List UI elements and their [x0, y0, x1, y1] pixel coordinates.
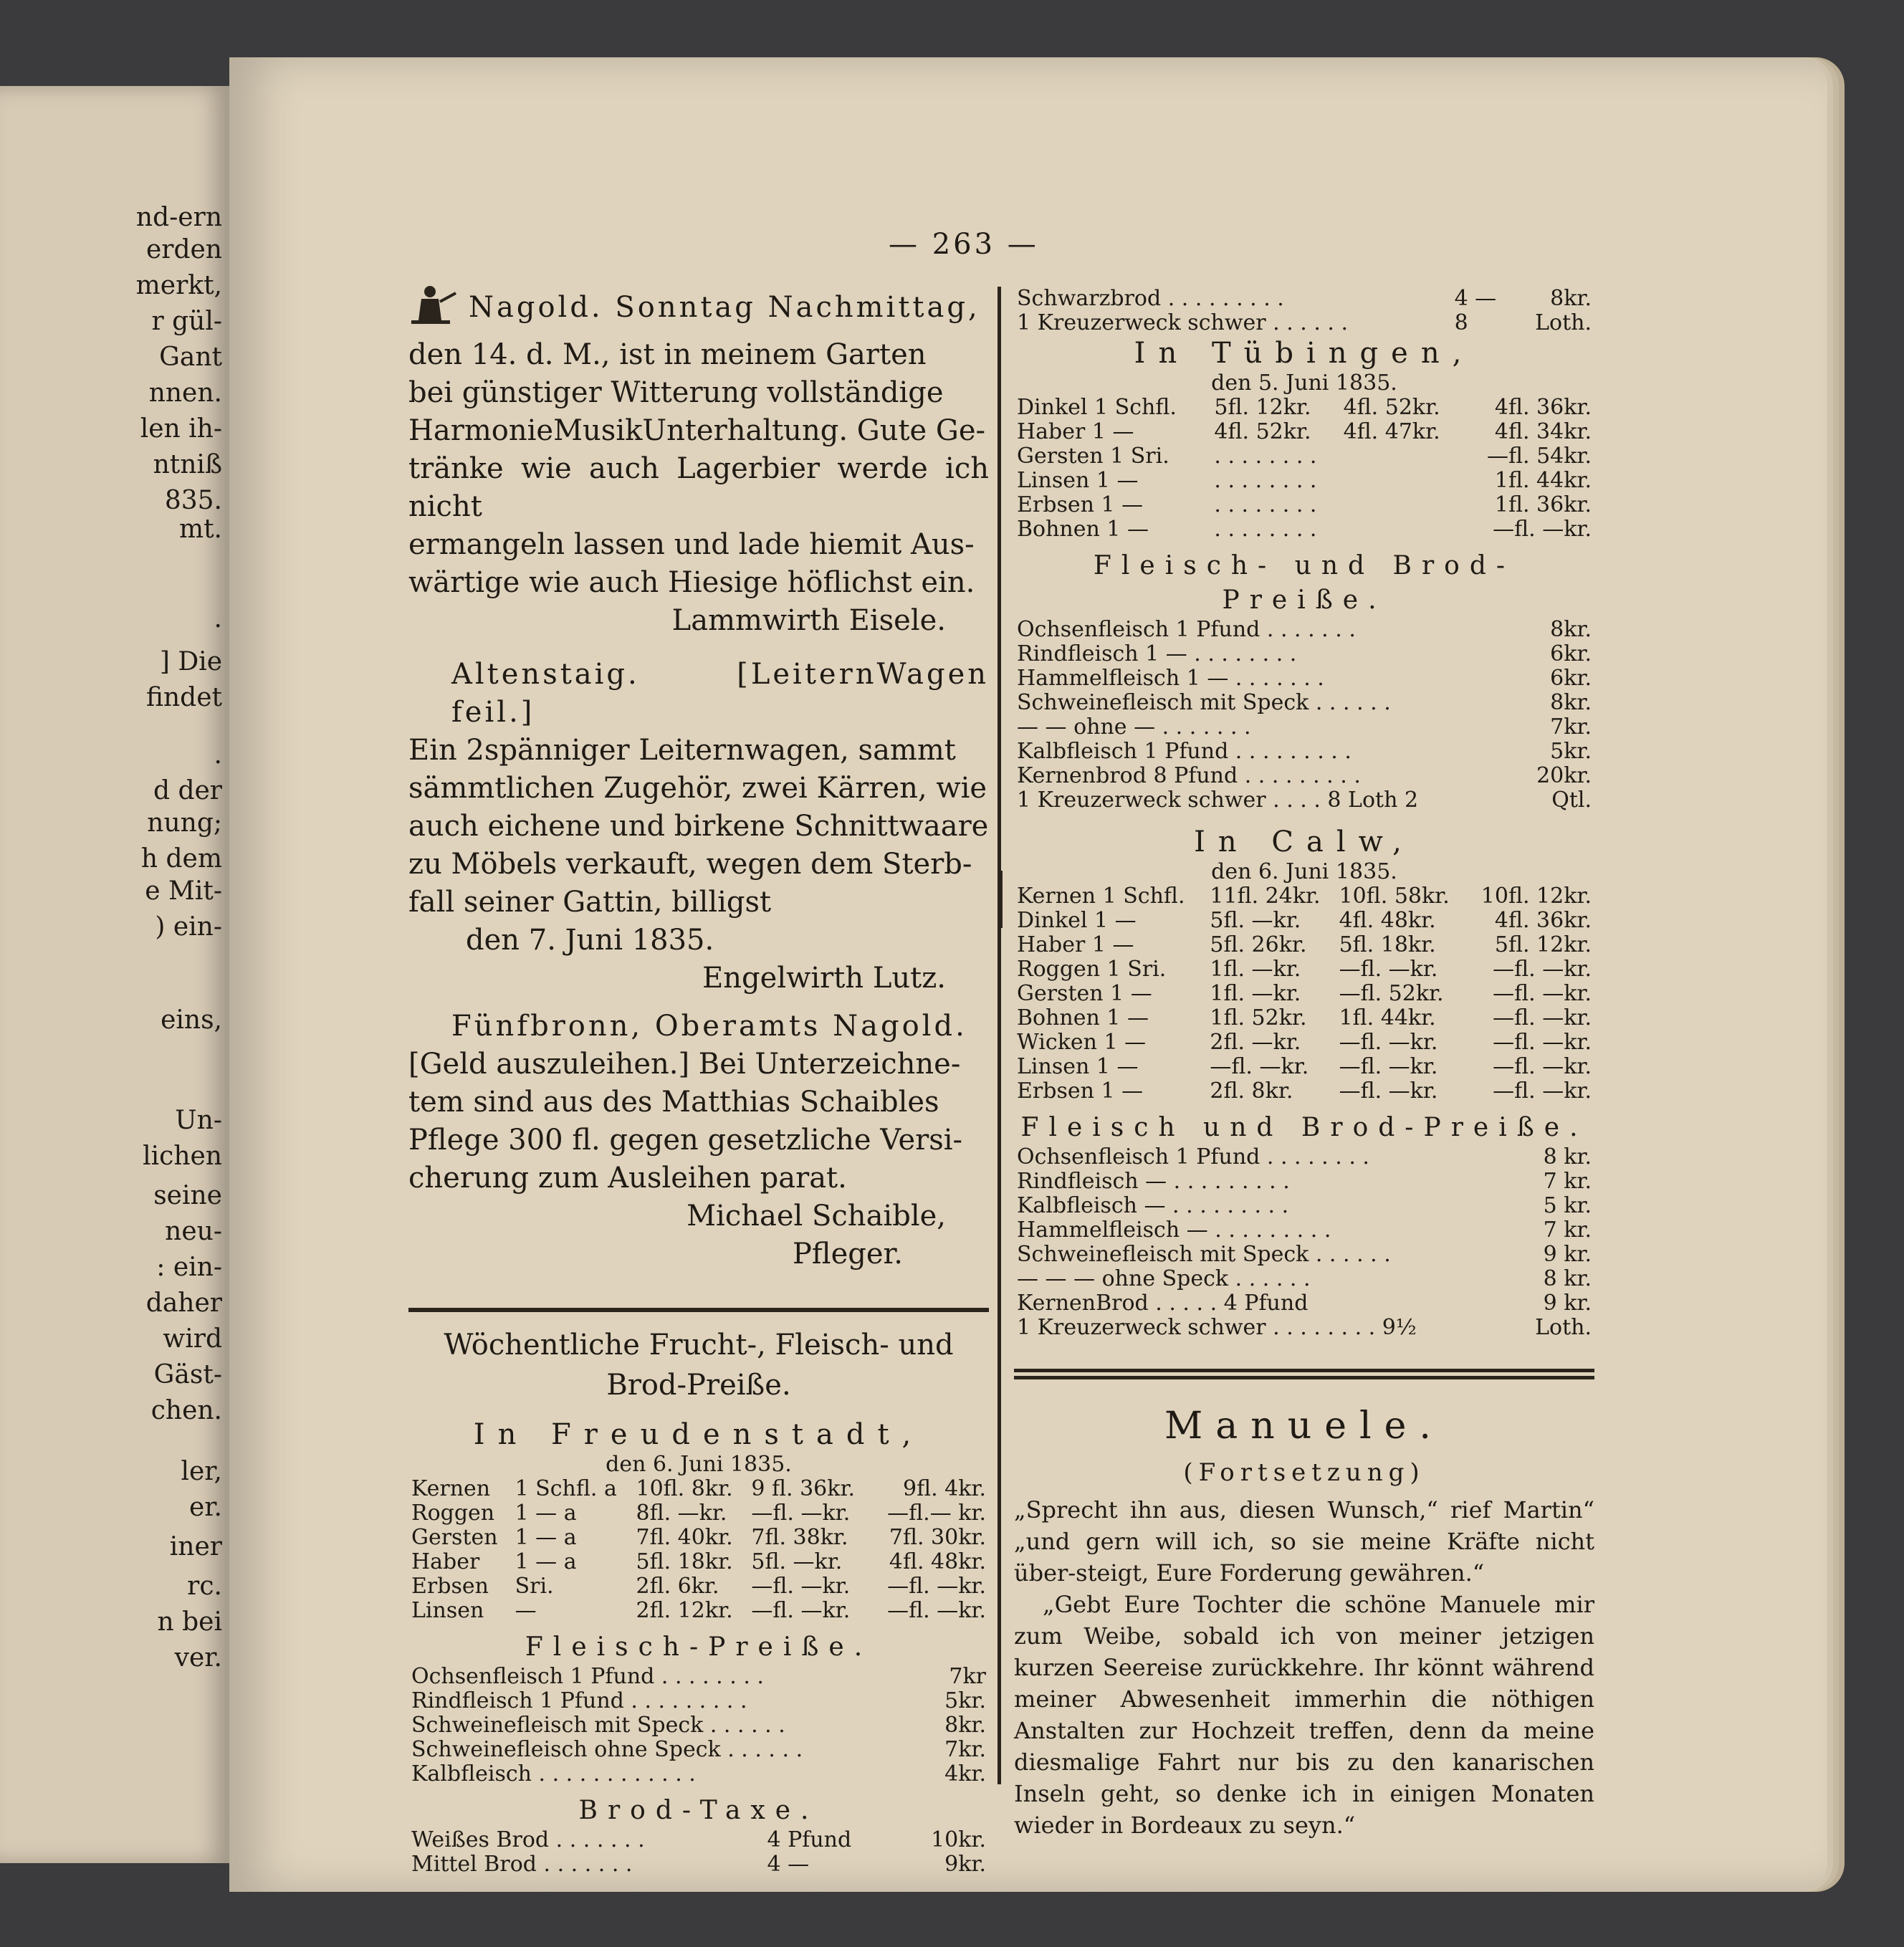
ad-line: wärtige wie auch Hiesige höflichst ein. — [408, 566, 975, 599]
table-row — [408, 1665, 989, 1689]
table-row — [1014, 469, 1594, 493]
table-cell: 4fl. 36kr. — [1494, 908, 1592, 933]
table-cell: . . . . . . . . — [1214, 468, 1317, 493]
table-cell: 1 Kreuzerweck schwer . . . . 8 Loth 2 — [1017, 788, 1419, 813]
table-cell: 8fl. —kr. — [636, 1501, 727, 1526]
table-row — [408, 1762, 989, 1786]
fragment-line: nnen. — [148, 378, 222, 408]
table-row — [408, 1852, 989, 1877]
table-cell: Gersten 1 — — [1017, 981, 1152, 1006]
column-divider — [998, 287, 1001, 1784]
bread-price-table-continued — [1014, 287, 1594, 335]
table-cell: 2fl. 6kr. — [636, 1574, 719, 1599]
fragment-line: er. — [188, 1493, 222, 1522]
table-cell: . . . . . . . . — [1214, 492, 1317, 517]
table-cell: Erbsen 1 — — [1017, 1078, 1144, 1104]
table-cell: 10fl. 12kr. — [1480, 884, 1592, 909]
table-cell: 1 — a — [515, 1549, 577, 1574]
story-subtitle: (Fortsetzung) — [1183, 1458, 1425, 1487]
table-cell: 2fl. 12kr. — [636, 1598, 733, 1623]
table-cell: 4kr. — [944, 1761, 986, 1786]
table-cell: 8kr. — [1550, 286, 1592, 311]
fragment-line: . — [214, 740, 222, 770]
town-date: den 5. Juni 1835. — [1211, 370, 1397, 396]
table-row — [1014, 1243, 1594, 1267]
fragment-line: d der — [153, 776, 222, 805]
table-cell: 8kr. — [1550, 617, 1592, 642]
bread-price-table — [408, 1828, 989, 1877]
table-cell: — — [515, 1598, 537, 1623]
table-row — [1014, 909, 1594, 933]
table-row — [1014, 740, 1594, 764]
table-cell: Schwarzbrod . . . . . . . . . — [1017, 286, 1284, 311]
fragment-line: chen. — [150, 1396, 222, 1425]
table-row — [1014, 444, 1594, 469]
fragment-line: e Mit- — [145, 876, 222, 906]
table-cell: . . . . . . . . — [1214, 517, 1317, 542]
story-manuele — [1014, 1401, 1594, 1841]
ad-line: cherung zum Ausleihen parat. — [408, 1162, 847, 1195]
town-date: den 6. Juni 1835. — [606, 1452, 792, 1477]
table-cell: —fl. —kr. — [887, 1574, 986, 1599]
table-cell: 5fl. —kr. — [751, 1549, 843, 1574]
table-row — [1014, 1169, 1594, 1194]
table-cell: 5fl. 12kr. — [1494, 932, 1592, 957]
table-row — [408, 1477, 989, 1501]
fragment-line: nung; — [147, 808, 222, 838]
table-row — [1014, 287, 1594, 311]
table-cell: 8 kr. — [1543, 1266, 1592, 1291]
table-row — [408, 1550, 989, 1574]
table-row — [1014, 618, 1594, 642]
table-row — [1014, 420, 1594, 444]
ad-signature-title: Pfleger. — [793, 1238, 903, 1271]
table-cell: 5fl. 18kr. — [636, 1549, 733, 1574]
ad-line: fall seiner Gattin, billigst — [408, 886, 772, 919]
fragment-line: neu- — [165, 1217, 222, 1246]
meat-heading: Fleisch und Brod-Preiße. — [1020, 1113, 1588, 1142]
fragment-line: erden — [145, 235, 222, 264]
ad-line-text: Nagold. Sonntag Nachmittag, — [469, 291, 980, 324]
fragment-line: Un- — [175, 1106, 222, 1135]
story-paragraph: „Sprecht ihn aus, diesen Wunsch,“ rief Martin“ „und gern will ich, so sie meine Kräfte nicht über-steigt, Eure Forderung gewähren.“ — [1014, 1496, 1594, 1587]
ad-date: den 7. Juni 1835. — [466, 924, 714, 957]
table-cell — [1341, 469, 1463, 493]
margin-mark — [998, 871, 1003, 928]
table-cell: . . . . . . . . — [1214, 444, 1317, 469]
table-cell: Erbsen 1 — — [1017, 492, 1144, 517]
table-cell: 1 — a — [515, 1525, 577, 1550]
table-row — [1014, 1145, 1594, 1169]
table-row — [1014, 788, 1594, 813]
table-cell: 4fl. 48kr. — [889, 1549, 986, 1574]
fragment-line: findet — [145, 683, 222, 712]
table-cell: 2fl. 8kr. — [1210, 1078, 1293, 1104]
table-cell: — — — ohne Speck . . . . . . — [1017, 1266, 1311, 1291]
table-cell: 10fl. 58kr. — [1339, 884, 1450, 909]
story-title: Manuele. — [1164, 1405, 1444, 1448]
table-row — [1014, 715, 1594, 740]
fragment-line: h dem — [140, 844, 222, 874]
section-rule — [1014, 1369, 1594, 1379]
page-number: — 263 — — [889, 228, 1039, 261]
fragment-line: nd-ern — [135, 203, 222, 232]
table-cell: Dinkel 1 Schfl. — [1017, 395, 1177, 420]
table-cell: —fl. —kr. — [1493, 1005, 1592, 1030]
bread-heading: Brod-Taxe. — [578, 1796, 819, 1825]
table-cell: 1 Schfl. a — [515, 1476, 617, 1501]
table-cell: 5fl. 26kr. — [1210, 932, 1307, 957]
table-cell: Schweinefleisch mit Speck . . . . . . — [1017, 1242, 1391, 1267]
table-cell: 7 kr. — [1543, 1169, 1592, 1194]
table-row — [1014, 517, 1594, 542]
table-cell: 1fl. —kr. — [1210, 981, 1301, 1006]
table-cell: 1 Kreuzerweck schwer . . . . . . — [1017, 310, 1349, 335]
table-cell: Bohnen 1 — — [1017, 517, 1149, 542]
fragment-line: ntniß — [153, 450, 222, 479]
table-row — [1014, 1079, 1594, 1104]
table-row — [1014, 642, 1594, 666]
table-cell: Linsen — [411, 1598, 484, 1623]
fragment-line: Gäst- — [153, 1360, 222, 1389]
fragment-line: n bei — [157, 1607, 222, 1637]
table-row — [408, 1828, 989, 1852]
section-rule — [408, 1308, 989, 1312]
table-cell: —fl. —kr. — [1339, 1030, 1438, 1055]
table-cell: Kalbfleisch — . . . . . . . . . — [1017, 1193, 1289, 1218]
fragment-line: ler, — [181, 1457, 222, 1486]
left-page-text — [0, 86, 236, 1863]
table-cell: 7kr — [949, 1664, 986, 1689]
table-cell: 4fl. 52kr. — [1214, 419, 1311, 444]
table-cell: Linsen 1 — — [1017, 468, 1139, 493]
table-cell: 9fl. 4kr. — [902, 1476, 986, 1501]
table-row — [1014, 1291, 1594, 1316]
table-cell: Schweinefleisch ohne Speck . . . . . . — [411, 1737, 803, 1762]
table-row — [408, 1574, 989, 1599]
left-column — [408, 283, 989, 1877]
table-row — [1014, 396, 1594, 420]
table-cell: 5 kr. — [1543, 1193, 1592, 1218]
table-cell: Rindfleisch 1 — . . . . . . . . — [1017, 641, 1297, 666]
table-cell: Kernen — [411, 1476, 491, 1501]
table-cell: —fl. 54kr. — [1486, 444, 1592, 469]
table-cell — [1341, 444, 1463, 469]
table-cell: Rindfleisch — . . . . . . . . . — [1017, 1169, 1290, 1194]
table-cell: 9 kr. — [1543, 1242, 1592, 1267]
ad-line: ermangeln lassen und lade hiemit Aus- — [408, 528, 975, 561]
town-heading: In Calw, — [1194, 826, 1415, 858]
table-cell: Bohnen 1 — — [1017, 1005, 1149, 1030]
table-cell: 6kr. — [1550, 666, 1592, 691]
table-cell: —fl. —kr. — [751, 1501, 851, 1526]
table-row — [1014, 1218, 1594, 1243]
table-cell: 6kr. — [1550, 641, 1592, 666]
meat-price-table — [1014, 1145, 1594, 1340]
table-row — [1014, 1030, 1594, 1055]
ad-nagold — [408, 283, 989, 640]
table-cell: —fl.— kr. — [887, 1501, 986, 1526]
grain-price-table — [1014, 396, 1594, 542]
table-cell: 5kr. — [1550, 739, 1592, 764]
table-cell: —fl. —kr. — [1493, 981, 1592, 1006]
table-cell: 9kr. — [944, 1852, 986, 1877]
table-cell: Erbsen — [411, 1574, 489, 1599]
table-row — [408, 1738, 989, 1762]
table-cell: Ochsenfleisch 1 Pfund . . . . . . . . — [411, 1664, 764, 1689]
table-row — [1014, 691, 1594, 715]
table-cell: Schweinefleisch mit Speck . . . . . . — [1017, 690, 1391, 715]
table-cell: —fl. —kr. — [1339, 1054, 1438, 1079]
table-cell: 1 Kreuzerweck schwer . . . . . . . . 9½ — [1017, 1315, 1417, 1340]
fragment-line: mt. — [178, 515, 222, 544]
table-row — [1014, 493, 1594, 517]
table-row — [408, 1599, 989, 1623]
ad-signature: Lammwirth Eisele. — [671, 604, 946, 637]
ad-line: Fünfbronn, Oberamts Nagold. — [451, 1010, 967, 1043]
table-row — [1014, 1267, 1594, 1291]
table-cell: Haber 1 — — [1017, 419, 1134, 444]
table-cell: 5fl. —kr. — [1210, 908, 1301, 933]
table-cell: Roggen — [411, 1501, 495, 1526]
fragment-line: ) ein- — [155, 912, 222, 942]
meat-price-table — [1014, 618, 1594, 813]
table-cell: 8 kr. — [1543, 1144, 1592, 1169]
table-cell: 4 — — [767, 1852, 810, 1877]
table-cell: Roggen 1 Sri. — [1017, 957, 1167, 982]
table-cell: —fl. 52kr. — [1339, 981, 1444, 1006]
table-cell: —fl. —kr. — [1339, 1078, 1438, 1104]
table-cell: —fl. —kr. — [751, 1574, 851, 1599]
table-row — [408, 1713, 989, 1738]
table-cell: 1fl. 52kr. — [1210, 1005, 1307, 1030]
table-row — [408, 1501, 989, 1526]
table-cell: Ochsenfleisch 1 Pfund . . . . . . . . — [1017, 1144, 1369, 1169]
table-cell: 4fl. 48kr. — [1339, 908, 1436, 933]
table-cell: 20kr. — [1536, 763, 1592, 788]
table-row — [408, 1689, 989, 1713]
fragment-line: ] Die — [159, 647, 222, 676]
table-cell: 1fl. 44kr. — [1339, 1005, 1436, 1030]
left-page-fragment — [0, 86, 229, 1863]
ad-signature: Engelwirth Lutz. — [702, 962, 946, 995]
table-cell: Loth. — [1535, 1315, 1592, 1340]
meat-price-table — [408, 1665, 989, 1786]
table-row — [1014, 666, 1594, 691]
fragment-line: rc. — [187, 1572, 222, 1601]
table-cell: 7kr. — [944, 1737, 986, 1762]
table-row — [408, 1526, 989, 1550]
ad-line: auch eichene und birkene Schnittwaare — [408, 810, 989, 843]
table-cell: 5fl. 18kr. — [1339, 932, 1436, 957]
story-paragraph: „Gebt Eure Tochter die schöne Manuele mir zum Weibe, sobald ich von meiner jetzigen kurzen Seereise zurückkehre. Ihr könnt während meiner Abwesenheit immerhin die nöthigen Anstalten zur Hochzeit treffen, denn da meine diesmalige Fahrt nur bis zu den kanarischen Inseln geht, so denke ich in einigen Monaten wieder in Bordeaux zu seyn.“ — [1014, 1591, 1594, 1839]
table-cell: — — ohne — . . . . . . . — [1017, 714, 1251, 740]
table-row — [1014, 311, 1594, 335]
ad-line: Ein 2spänniger Leiternwagen, sammt — [408, 734, 956, 767]
table-cell: 10kr. — [931, 1827, 986, 1852]
table-cell: 4fl. 52kr. — [1343, 395, 1440, 420]
table-cell: 7fl. 38kr. — [751, 1525, 848, 1550]
table-cell: 1fl. 36kr. — [1494, 492, 1592, 517]
table-cell: 1 — a — [515, 1501, 577, 1526]
table-row — [1014, 1316, 1594, 1340]
table-cell: 7fl. 30kr. — [889, 1525, 986, 1550]
fragment-line: Gant — [159, 343, 222, 372]
table-row — [1014, 1194, 1594, 1218]
table-cell: 4 Pfund — [767, 1827, 852, 1852]
table-cell: 9 fl. 36kr. — [751, 1476, 856, 1501]
table-cell: 4fl. 34kr. — [1494, 419, 1592, 444]
table-row — [1014, 1006, 1594, 1030]
table-cell: 4fl. 47kr. — [1343, 419, 1440, 444]
table-cell — [1341, 493, 1463, 517]
table-cell: —fl. —kr. — [751, 1598, 851, 1623]
table-cell: Weißes Brod . . . . . . . — [411, 1827, 645, 1852]
meat-heading: Fleisch- und Brod-Preiße. — [1093, 551, 1516, 615]
table-cell: Mittel Brod . . . . . . . — [411, 1852, 633, 1877]
ad-line: Altenstaig. [LeiternWagen feil.] — [451, 658, 989, 729]
ad-line: HarmonieMusikUnterhaltung. Gute Ge- — [408, 414, 986, 447]
fragment-line: . — [214, 604, 222, 633]
table-cell: Hammelfleisch — . . . . . . . . . — [1017, 1218, 1331, 1243]
ad-altenstaig — [408, 656, 989, 998]
fragment-line: daher — [145, 1288, 222, 1318]
fragment-line: merkt, — [135, 271, 222, 300]
table-cell: Kalbfleisch . . . . . . . . . . . . — [411, 1761, 696, 1786]
table-cell: —fl. —kr. — [1493, 1078, 1592, 1104]
table-cell: 5kr. — [944, 1688, 986, 1713]
table-row — [1014, 884, 1594, 909]
table-cell: 7fl. 40kr. — [636, 1525, 733, 1550]
table-cell: —fl. —kr. — [887, 1598, 986, 1623]
table-cell: 4fl. 36kr. — [1494, 395, 1592, 420]
table-row — [1014, 933, 1594, 957]
meat-heading: Fleisch-Preiße. — [525, 1632, 873, 1662]
grain-price-table — [1014, 884, 1594, 1104]
table-cell: —fl. —kr. — [1493, 1054, 1592, 1079]
table-cell: Qtl. — [1551, 788, 1592, 813]
ad-line: sämmtlichen Zugehör, zwei Kärren, wie — [408, 772, 987, 805]
table-row — [1014, 1055, 1594, 1079]
town-heading: In Freudenstadt, — [473, 1418, 924, 1451]
fragment-line: wird — [163, 1324, 222, 1354]
table-cell: 8 — [1454, 310, 1468, 335]
table-cell: Loth. — [1535, 310, 1592, 335]
right-column — [1014, 287, 1594, 1841]
table-cell: 9 kr. — [1543, 1291, 1592, 1316]
ad-fuenfbronn — [408, 1008, 989, 1273]
ad-line: Pflege 300 fl. gegen gesetzliche Versi- — [408, 1124, 963, 1157]
ad-line: den 14. d. M., ist in meinem Garten — [408, 338, 927, 371]
table-cell: —fl. —kr. — [1493, 1030, 1592, 1055]
fragment-line: eins, — [161, 1005, 222, 1035]
fragment-line: lichen — [143, 1142, 222, 1171]
fragment-line: len ih- — [140, 414, 222, 444]
table-cell: Rindfleisch 1 Pfund . . . . . . . . . — [411, 1688, 747, 1713]
ad-line: tem sind aus des Matthias Schaibles — [408, 1086, 939, 1119]
table-cell: 2fl. —kr. — [1210, 1030, 1301, 1055]
musician-vignette-icon — [408, 283, 459, 336]
table-cell: 5fl. 12kr. — [1214, 395, 1311, 420]
table-cell: —fl. —kr. — [1339, 957, 1438, 982]
fragment-line: : ein- — [156, 1253, 222, 1282]
table-cell: 1fl. 44kr. — [1494, 468, 1592, 493]
table-cell: Kernenbrod 8 Pfund . . . . . . . . . — [1017, 763, 1361, 788]
table-cell: 7kr. — [1550, 714, 1592, 740]
table-cell: Linsen 1 — — [1017, 1054, 1139, 1079]
table-cell: Hammelfleisch 1 — . . . . . . . — [1017, 666, 1324, 691]
table-cell: 8kr. — [1550, 690, 1592, 715]
ad-line: zu Möbels verkauft, wegen dem Sterb- — [408, 848, 972, 881]
table-cell: 10fl. 8kr. — [636, 1476, 733, 1501]
table-cell: Ochsenfleisch 1 Pfund . . . . . . . — [1017, 617, 1356, 642]
fragment-line: iner — [169, 1532, 222, 1561]
table-cell — [1341, 517, 1463, 542]
table-cell: 7 kr. — [1543, 1218, 1592, 1243]
town-date: den 6. Juni 1835. — [1211, 859, 1397, 884]
fragment-line: seine — [153, 1181, 222, 1210]
fragment-line: ver. — [174, 1643, 222, 1673]
table-cell: 1fl. —kr. — [1210, 957, 1301, 982]
ad-line: tränke wie auch Lagerbier werde ich nicht — [408, 452, 989, 523]
ad-line — [408, 283, 989, 336]
table-cell: Kernen 1 Schfl. — [1017, 884, 1185, 909]
table-cell: Gersten 1 Sri. — [1017, 444, 1169, 469]
table-cell: Wicken 1 — — [1017, 1030, 1147, 1055]
table-cell: Schweinefleisch mit Speck . . . . . . — [411, 1713, 785, 1738]
table-cell: 11fl. 24kr. — [1210, 884, 1321, 909]
ad-signature: Michael Schaible, — [687, 1200, 946, 1233]
table-cell: —fl. —kr. — [1493, 517, 1592, 542]
prices-title: Wöchentliche Frucht-, Fleisch- und Brod-Preiße. — [444, 1329, 954, 1402]
table-cell: Dinkel 1 — — [1017, 908, 1137, 933]
table-row — [1014, 982, 1594, 1006]
table-cell: Sri. — [515, 1574, 554, 1599]
table-cell: 4 — — [1454, 286, 1497, 311]
table-cell: Haber — [411, 1549, 480, 1574]
grain-price-table — [408, 1477, 989, 1623]
table-row — [1014, 764, 1594, 788]
fragment-line: r gül- — [151, 307, 222, 336]
table-cell: Kalbfleisch 1 Pfund . . . . . . . . . — [1017, 739, 1352, 764]
table-cell: 8kr. — [944, 1713, 986, 1738]
table-cell: —fl. —kr. — [1210, 1054, 1309, 1079]
ad-line: bei günstiger Witterung vollständige — [408, 376, 944, 409]
table-cell: Haber 1 — — [1017, 932, 1134, 957]
table-cell: —fl. —kr. — [1493, 957, 1592, 982]
table-cell: Gersten — [411, 1525, 498, 1550]
table-cell: KernenBrod . . . . . 4 Pfund — [1017, 1291, 1309, 1316]
fragment-line: 835. — [164, 486, 222, 515]
table-row — [1014, 957, 1594, 982]
ad-line: [Geld auszuleihen.] Bei Unterzeichne- — [408, 1048, 961, 1081]
town-heading: In Tübingen, — [1134, 337, 1475, 370]
